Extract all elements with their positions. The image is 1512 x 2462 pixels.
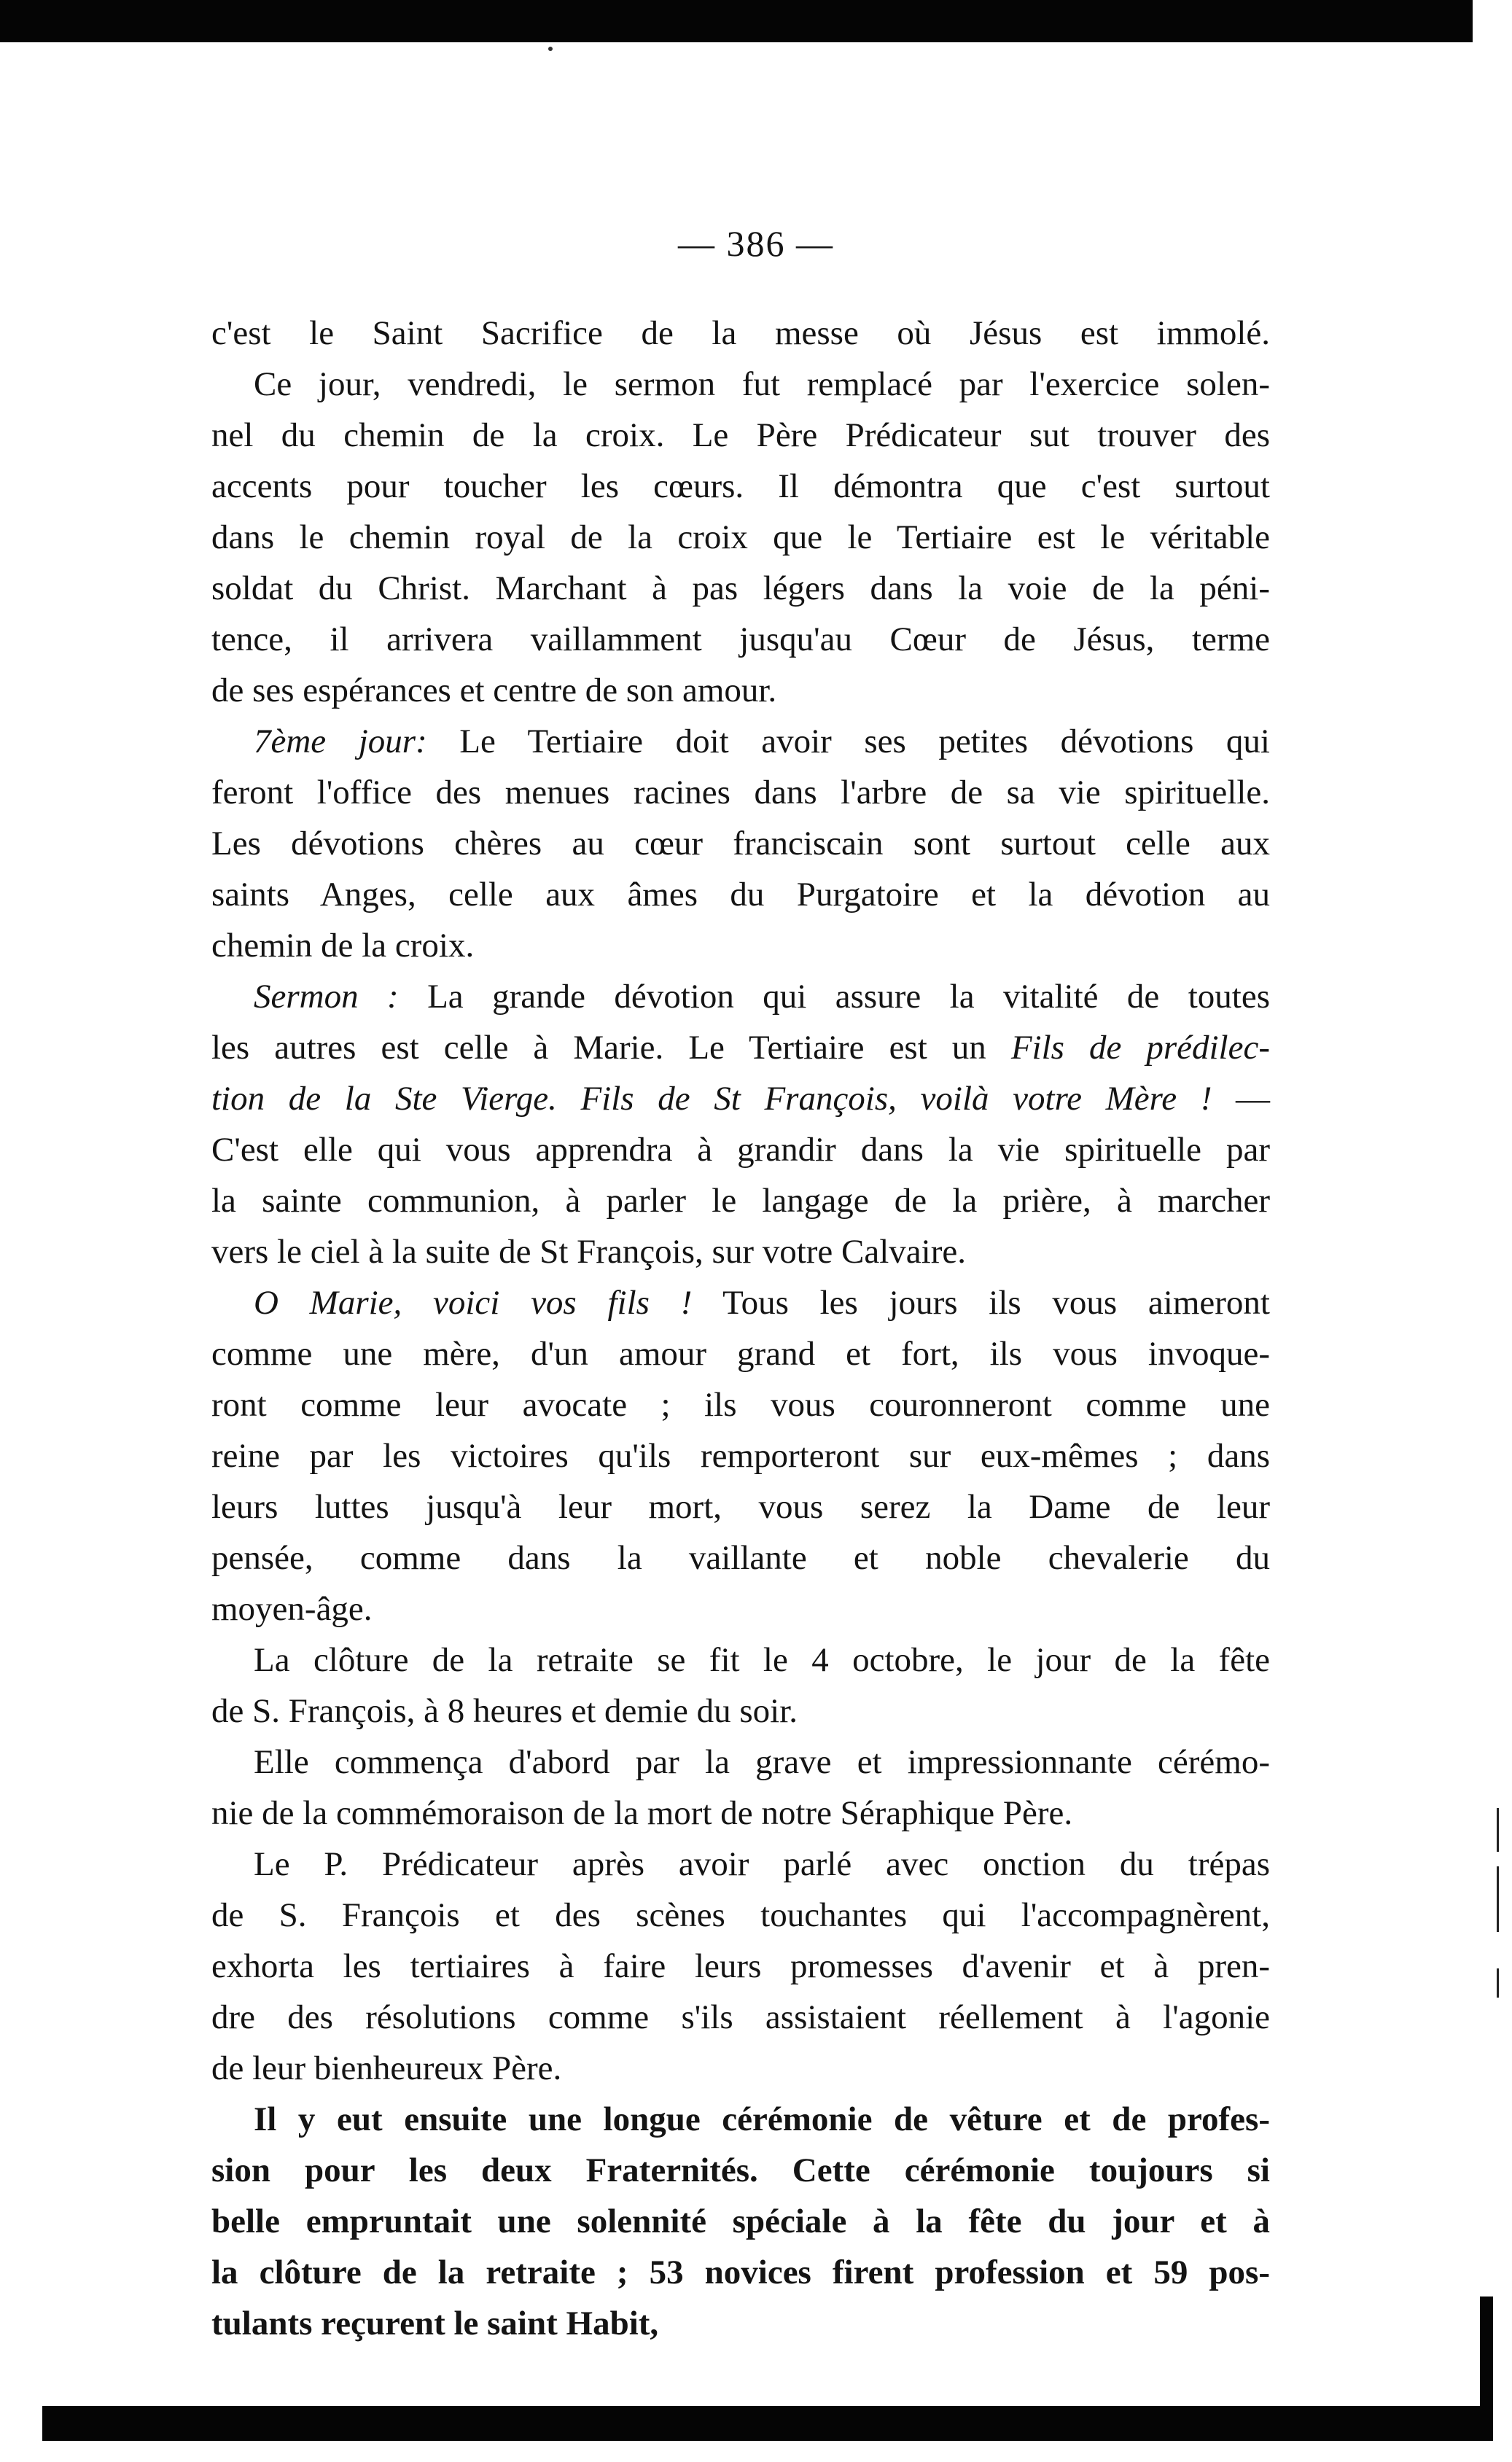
scan-edge-mark (1497, 1866, 1499, 1932)
text-segment: Tous les jours ils vous aimeront (692, 1284, 1270, 1322)
italic-segment: O Marie, voici vos fils ! (254, 1284, 693, 1322)
text-segment: les autres est celle à Marie. Le Tertiaire est un (211, 1029, 1011, 1067)
italic-segment: tion de la Ste Vierge. Fils de St François, voilà votre Mère ! (211, 1080, 1212, 1118)
scan-speck (548, 47, 553, 51)
page-number: — 386 — (678, 223, 834, 264)
day-label: 7ème jour: (254, 722, 427, 760)
text-line (211, 971, 1270, 1022)
text-line: belle empruntait une solennité spéciale à la fête du jour et à (211, 2202, 1270, 2240)
text-line: Ce jour, vendredi, le sermon fut remplacé par l'exercice solen- (254, 365, 1270, 403)
scan-border-bottom (42, 2406, 1493, 2441)
text-line: la sainte communion, à parler le langage de la prière, à marcher (211, 1182, 1270, 1220)
text-line: reine par les victoires qu'ils remporteront sur eux-mêmes ; dans (211, 1437, 1270, 1475)
text-line: de ses espérances et centre de son amour. (211, 671, 777, 709)
scan-margin-right (1489, 0, 1512, 2462)
text-line: sion pour les deux Fraternités. Cette cérémonie toujours si (211, 2151, 1270, 2189)
text-line: vers le ciel à la suite de St François, sur votre Calvaire. (211, 1233, 966, 1271)
text-segment: Le Tertiaire doit avoir ses petites dévotions qui (426, 722, 1270, 760)
text-line: leurs luttes jusqu'à leur mort, vous serez la Dame de leur (211, 1488, 1270, 1526)
text-line: La clôture de la retraite se fit le 4 octobre, le jour de la fête (254, 1641, 1270, 1679)
scan-edge-mark (1497, 1968, 1499, 1998)
text-line: tulants reçurent le saint Habit, (211, 2305, 659, 2342)
text-line: de leur bienheureux Père. (211, 2049, 562, 2087)
text-segment: La grande dévotion qui assure la vitalité de toutes (398, 978, 1270, 1016)
text-line (211, 716, 1270, 767)
text-line: comme une mère, d'un amour grand et fort, ils vous invoque- (211, 1335, 1270, 1373)
text-line: accents pour toucher les cœurs. Il démontra que c'est surtout (211, 467, 1270, 505)
scan-border-top (0, 0, 1473, 42)
text-line: moyen-âge. (211, 1590, 373, 1628)
text-line: de S. François et des scènes touchantes qui l'accompagnèrent, (211, 1896, 1270, 1934)
text-line: ront comme leur avocate ; ils vous couronneront comme une (211, 1386, 1270, 1424)
text-line: nel du chemin de la croix. Le Père Prédicateur sut trouver des (211, 416, 1270, 454)
text-line: exhorta les tertiaires à faire leurs promesses d'avenir et à pren- (211, 1947, 1270, 1985)
text-line (211, 1022, 1270, 1073)
text-line: pensée, comme dans la vaillante et noble chevalerie du (211, 1539, 1270, 1577)
scan-border-corner (1480, 2297, 1493, 2406)
text-line: Le P. Prédicateur après avoir parlé avec onction du trépas (254, 1845, 1270, 1883)
text-line: Elle commença d'abord par la grave et impressionnante cérémo- (254, 1743, 1270, 1781)
sermon-label: Sermon : (254, 978, 399, 1016)
body-text (211, 308, 1270, 2349)
text-line: feront l'office des menues racines dans l'arbre de sa vie spirituelle. (211, 774, 1270, 811)
text-line (211, 1073, 1270, 1124)
text-line: nie de la commémoraison de la mort de notre Séraphique Père. (211, 1794, 1073, 1832)
text-line: dans le chemin royal de la croix que le Tertiaire est le véritable (211, 518, 1270, 556)
text-line: c'est le Saint Sacrifice de la messe où Jésus est immolé. (211, 314, 1270, 352)
text-line: Les dévotions chères au cœur franciscain sont surtout celle aux (211, 825, 1270, 862)
text-line: dre des résolutions comme s'ils assistaient réellement à l'agonie (211, 1998, 1270, 2036)
text-line: de S. François, à 8 heures et demie du soir. (211, 1692, 798, 1730)
text-line: C'est elle qui vous apprendra à grandir dans la vie spirituelle par (211, 1131, 1270, 1169)
scan-edge-mark (1497, 1808, 1499, 1852)
text-line: chemin de la croix. (211, 927, 475, 965)
text-line: Il y eut ensuite une longue cérémonie de vêture et de profes- (254, 2100, 1270, 2138)
text-line (211, 1277, 1270, 1328)
italic-segment: Fils de prédilec- (1010, 1029, 1270, 1067)
text-line: tence, il arrivera vaillamment jusqu'au Cœur de Jésus, terme (211, 620, 1270, 658)
text-line: saints Anges, celle aux âmes du Purgatoire et la dévotion au (211, 876, 1270, 913)
text-line: la clôture de la retraite ; 53 novices firent profession et 59 pos- (211, 2253, 1270, 2291)
text-segment: — (1212, 1080, 1271, 1118)
text-line: soldat du Christ. Marchant à pas légers dans la voie de la péni- (211, 569, 1270, 607)
